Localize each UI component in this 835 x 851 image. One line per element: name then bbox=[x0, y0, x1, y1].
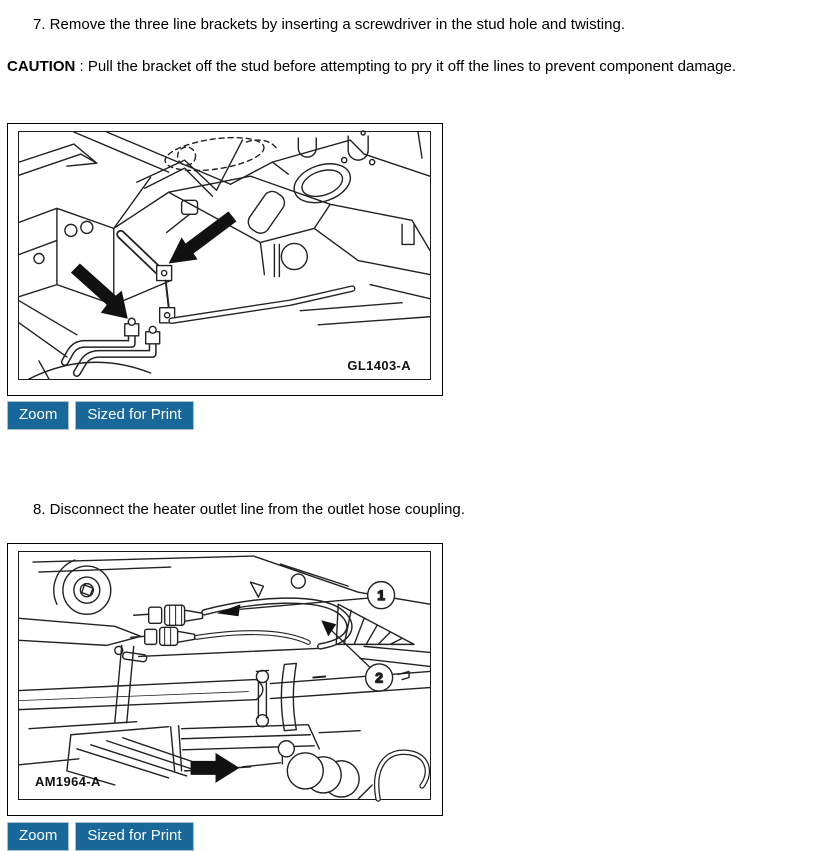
caution-label: CAUTION bbox=[7, 58, 76, 75]
caution-text: : Pull the bracket off the stud before attempting to pry it off the lines to prevent component damage. bbox=[75, 58, 737, 75]
figure-1-code: GL1403-A bbox=[347, 357, 412, 373]
figure-2-line-art bbox=[19, 552, 430, 799]
instruction-step-8: 8. Disconnect the heater outlet line from the outlet hose coupling. bbox=[33, 501, 465, 518]
direction-arrow-icon bbox=[191, 753, 240, 783]
callout-1-number: 1 bbox=[377, 587, 386, 604]
figure-1-panel bbox=[7, 123, 443, 396]
zoom-button[interactable]: Zoom bbox=[7, 401, 69, 430]
figure-2-code: AM1964-A bbox=[34, 773, 101, 789]
sized-for-print-button[interactable]: Sized for Print bbox=[75, 401, 193, 430]
sized-for-print-button[interactable]: Sized for Print bbox=[75, 822, 193, 851]
instruction-step-7: 7. Remove the three line brackets by inserting a screwdriver in the stud hole and twisting. bbox=[33, 16, 625, 33]
callout-1 bbox=[368, 582, 395, 609]
figure-2-toolbar bbox=[7, 822, 194, 851]
callout-2-arrowhead-icon bbox=[321, 620, 336, 636]
figure-1-drawing bbox=[18, 131, 431, 380]
lines-pointer-arrow-icon bbox=[71, 264, 128, 319]
callout-2-number: 2 bbox=[375, 669, 384, 686]
caution-note bbox=[7, 58, 736, 76]
zoom-button[interactable]: Zoom bbox=[7, 822, 69, 851]
figure-1-toolbar bbox=[7, 401, 194, 430]
callout-2 bbox=[366, 664, 393, 691]
figure-2-panel bbox=[7, 543, 443, 816]
bracket-pointer-arrow-icon bbox=[169, 211, 237, 263]
figure-2-drawing bbox=[18, 551, 431, 800]
figure-1-line-art bbox=[19, 132, 430, 379]
